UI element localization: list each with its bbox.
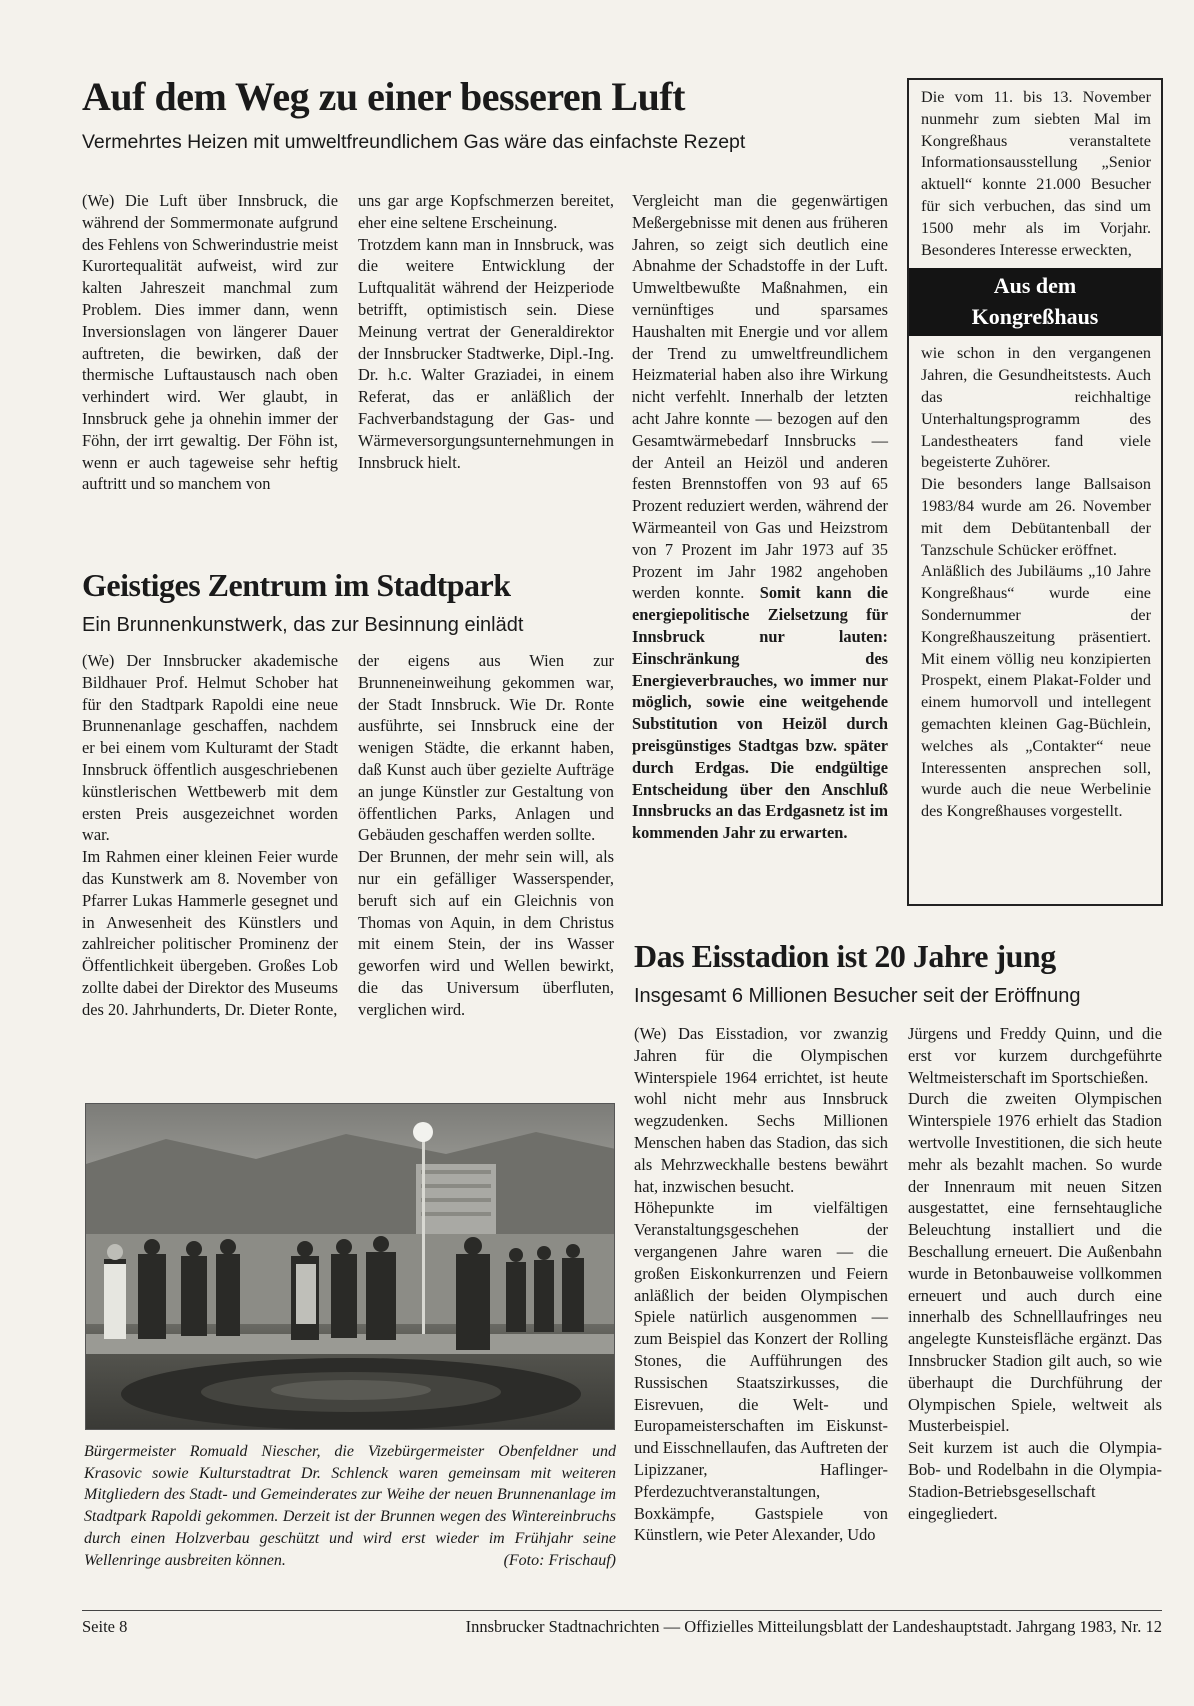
article1-col1-text: (We) Die Luft über Innsbruck, die während der Sommermonate aufgrund des Fehlens von Schwerindustrie meist Kurortequalität aufweist, wird zur kalten Jahreszeit manchmal zum Problem. Dies immer dann, wenn Inversionslagen von längerer Dauer auftreten, die bewirken, daß der thermische Luftaustausch nach oben verhindert wird. Wer glaubt, in Innsbruck gehe ja ohnehin immer der Föhn, der irrt gewaltig. Der Föhn ist, wenn er auch tageweise sehr heftig auftritt und so manchem von <box>82 191 338 494</box>
article3-column-1 <box>634 1023 888 1546</box>
article2-col2-para-1: der eigens aus Wien zur Brunneneinweihung gekommen war, der Stadt Innsbruck. Wie Dr. Ronte ausführte, sei Innsbruck eine der wenigen Städte, die erkannt haben, daß Kunst auch über gezielte Aufträge an junge Künstler zur Gestaltung von öffentlichen Parks, Anlagen und Gebäuden geschaffen werden sollte. <box>358 651 614 845</box>
article1-col2-para-1: uns gar arge Kopfschmerzen bereitet, eher eine seltene Erscheinung. <box>358 191 614 232</box>
article3-col2-para-1: Jürgens und Freddy Quinn, und die erst vor kurzem durchgeführte Weltmeisterschaft im Sportschießen. <box>908 1024 1162 1087</box>
photo-caption-text: Bürgermeister Romuald Niescher, die Vizebürgermeister Obenfeldner und Krasovic sowie Kulturstadtrat Dr. Schlenck waren gemeinsam mit weiteren Mitgliedern des Stadt- und Gemeinderates zur Weihe der neuen Brunnenanlage im Stadtpark Rapoldi gekommen. Derzeit ist der Brunnen wegen des Wintereinbruchs durch einen Holzverbau geschützt und wird erst wieder im Frühjahr seine Wellenringe ausbreiten können. <box>84 1443 616 1569</box>
article2-column-1 <box>82 650 338 1021</box>
sidebar-body <box>909 336 1161 830</box>
article2-column-2 <box>358 650 614 1021</box>
article3-subhead: Insgesamt 6 Millionen Besucher seit der Eröffnung <box>634 985 1081 1007</box>
footer-publication: Innsbrucker Stadtnachrichten — Offizielles Mitteilungsblatt der Landeshauptstadt. Jahrgang 1983, Nr. 12 <box>465 1617 1162 1636</box>
footer-rule <box>82 1610 1162 1611</box>
article1-column-2 <box>358 190 614 473</box>
photo-credit: (Foto: Frischauf) <box>503 1551 616 1569</box>
sidebar-heading-line-1: Aus dem <box>993 273 1077 299</box>
sidebar-heading <box>909 268 1161 336</box>
sidebar-para-3: Anläßlich des Jubiläums „10 Jahre Kongreßhaus“ wurde eine Sondernummer der Kongreßhauszeitung präsentiert. Mit einem völlig neu konzipierten Prospekt, einem Plakat-Folder und einem humorvoll und intellegent gemachten kleinen Gag-Büchlein, welches als „Contakter“ neue Interessenten ansprechen soll, wurde auch die neue Werbelinie des Kongreßhauses vorgestellt. <box>921 562 1151 821</box>
footer-page-number: Seite 8 <box>82 1617 128 1636</box>
article3-column-2 <box>908 1023 1162 1524</box>
article3-col2-para-2: Durch die zweiten Olympischen Winterspiele 1976 erhielt das Stadion wertvolle Investitionen, die sich heute mehr als bezahlt machen. So wurde der Innenraum mit neuen Sitzen ausgestattet, eine fernsehtaugliche Beleuchtung installiert und die Beschallung erneuert. Die Außenbahn wurde in Betonbauweise vollkommen erneuert und auch durch eine innerhalb des Schnelllaufringes neu angelegte Kunsteisfläche ergänzt. Das Innsbrucker Stadion gilt auch, so wie überhaupt die Durchführung der Olympischen Spiele, weltweit als Musterbeispiel. <box>908 1089 1162 1436</box>
sidebar-intro <box>909 80 1161 268</box>
photo-caption <box>84 1441 616 1571</box>
article1-column-1 <box>82 190 338 495</box>
sidebar-heading-line-2: Kongreßhaus <box>971 304 1099 330</box>
sidebar-para-2: Die besonders lange Ballsaison 1983/84 wurde am 26. November mit dem Debütantenball der Tanzschule Schücker eröffnet. <box>921 475 1151 559</box>
article2-headline: Geistiges Zentrum im Stadtpark <box>82 567 511 603</box>
article2-col2-para-2: Der Brunnen, der mehr sein will, als nur ein gefälliger Wasserspender, beruft sich auf ein Gleichnis von Thomas von Aquin, in dem Christus mit einem Stein, der ins Wasser geworfen wird und Wellen bewirkt, die das Universum überfluten, verglichen wird. <box>358 847 614 1019</box>
sidebar-top-text: Die vom 11. bis 13. November nunmehr zum siebten Mal im Kongreßhaus veranstaltete Informationsausstellung „Senior aktuell“ konnte 21.000 Besucher für sich verbuchen, das sind um 1500 mehr als im Vorjahr. Besonderes Interesse erweckten, <box>921 88 1151 259</box>
article1-col3-text: Vergleicht man die gegenwärtigen Meßergebnisse mit denen aus früheren Jahren, so zeigt sich deutlich eine Abnahme der Schadstoffe in der Luft. Umweltbewußte Maßnahmen, ein vernünftiges und sparsames Haushalten mit Energie und vor allem der Trend zu umweltfreundlichem Heizmaterial haben also ihre Wirkung nicht verfehlt. Innerhalb der letzten acht Jahre konnte — bezogen auf den Gesamtwärmebedarf Innsbrucks — der Anteil an Heizöl und anderen festen Brennstoffen von 93 auf 65 Prozent reduziert werden, während der Wärmeanteil von Gas und Heizstrom von 7 Prozent im Jahr 1973 auf 35 Prozent im Jahr 1982 angehoben werden konnte. <box>632 191 888 603</box>
article2-subhead: Ein Brunnenkunstwerk, das zur Besinnung einlädt <box>82 614 524 636</box>
article1-subhead: Vermehrtes Heizen mit umweltfreundlichem Gas wäre das einfachste Rezept <box>82 131 746 153</box>
article2-col1-para-1: (We) Der Innsbrucker akademische Bildhauer Prof. Helmut Schober hat für den Stadtpark Rapoldi eine neue Brunnenanlage geschaffen, nachdem er bei einem vom Kulturamt der Stadt Innsbruck öffentlich ausgeschriebenen künstlerischen Wettbewerb mit dem ersten Preis ausgezeichnet worden war. <box>82 651 338 845</box>
article3-col2-para-3: Seit kurzem ist auch die Olympia-Bob- und Rodelbahn in die Olympia-Stadion-Betriebsgesellschaft eingegliedert. <box>908 1438 1162 1523</box>
article1-column-3 <box>632 190 888 844</box>
sidebar-para-1: wie schon in den vergangenen Jahren, die Gesundheitstests. Auch das reichhaltige Unterhaltungsprogramm des Landestheaters fand viele begeisterte Zuhörer. <box>921 344 1151 472</box>
fountain-photo <box>85 1103 615 1430</box>
article2-col1-para-2: Im Rahmen einer kleinen Feier wurde das Kunstwerk am 8. November von Pfarrer Lukas Hammerle gesegnet und in Anwesenheit des Künstlers und zahlreicher politischer Prominenz der Öffentlichkeit übergeben. Großes Lob zollte dabei der Direktor des Museums des 20. Jahrhunderts, Dr. Dieter Ronte, <box>82 847 338 1019</box>
article1-headline: Auf dem Weg zu einer besseren Luft <box>82 74 685 119</box>
fountain-ceremony-image <box>86 1104 615 1430</box>
article3-headline: Das Eisstadion ist 20 Jahre jung <box>634 938 1056 974</box>
article3-col1-para-2: Höhepunkte im vielfältigen Veranstaltungsgeschehen der vergangenen Jahre waren — die großen Eiskonkurrenzen und Feiern anläßlich der beiden Olympischen Spiele natürlich ausgenommen — zum Beispiel das Konzert der Rolling Stones, die Aufführungen des Russischen Staatszirkusses, die Eisrevuen, die Welt- und Europameisterschaften im Eiskunst- und Eisschnellaufen, das Auftreten der Lipizzaner, Haflinger-Pferdezuchtveranstaltungen, Boxkämpfe, Gastspiele von Künstlern, wie Peter Alexander, Udo <box>634 1198 888 1545</box>
article1-col3-bold-text: Somit kann die energiepolitische Zielsetzung für Innsbruck nur lauten: Einschränkung des Energieverbrauches, wo immer nur möglich, sowie eine weitgehende Substitution von Heizöl durch preisgünstiges Stadtgas bzw. später durch Erdgas. Die endgültige Entscheidung über den Anschluß Innsbrucks an das Erdgasnetz ist im kommenden Jahr zu erwarten. <box>632 583 888 843</box>
article1-col2-para-2: Trotzdem kann man in Innsbruck, was die weitere Entwicklung der Luftqualität während der Heizperiode betrifft, optimistisch sein. Diese Meinung vertrat der Generaldirektor der Innsbrucker Stadtwerke, Dipl.-Ing. Dr. h.c. Walter Graziadei, in einem Referat, das er anläßlich der Fachverbandstagung der Gas- und Wärmeversorgungsunternehmungen in Innsbruck hielt. <box>358 234 614 472</box>
article3-col1-para-1: (We) Das Eisstadion, vor zwanzig Jahren für die Olympischen Winterspiele 1964 errichtet, ist heute wohl nicht mehr aus Innsbruck wegzudenken. Sechs Millionen Menschen haben das Stadion, das sich als Mehrzweckhalle bestens bewährt hat, inzwischen besucht. <box>634 1024 888 1196</box>
sidebar-box <box>907 78 1163 906</box>
